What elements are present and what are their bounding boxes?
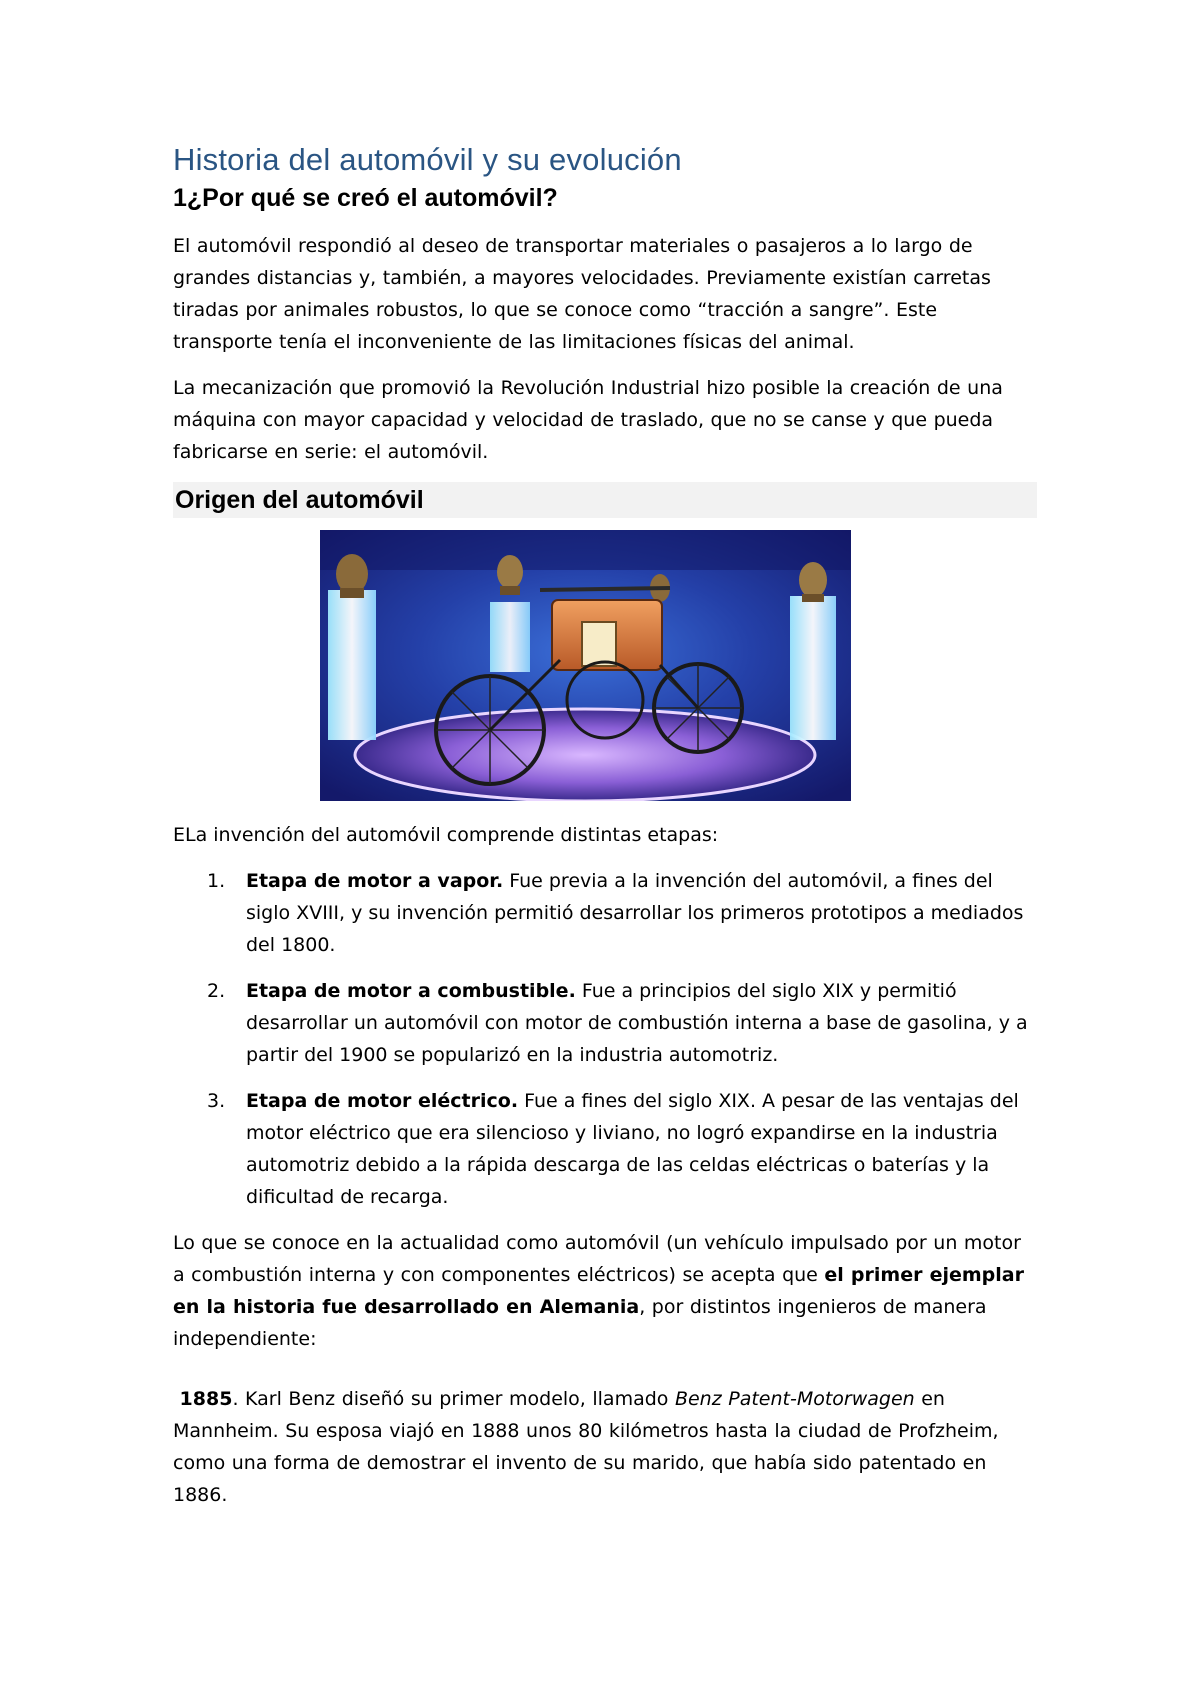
paragraph-1885-benz bbox=[173, 1383, 1037, 1511]
stage-title: Etapa de motor a vapor. bbox=[246, 870, 504, 892]
document-title: Historia del automóvil y su evolución bbox=[173, 142, 682, 177]
benz-car-photo bbox=[320, 530, 851, 801]
paragraph-text: Lo que se conoce en la actualidad como automóvil (un vehículo impulsado por un motor a combustión interna y con componentes eléctricos) se acepta que bbox=[173, 1232, 1021, 1286]
stage-title: Etapa de motor a combustible. bbox=[246, 980, 576, 1002]
document-body bbox=[173, 140, 1037, 1525]
paragraph-emphasis: el primer ejemplar en la historia fue desarrollado en Alemania bbox=[173, 1264, 1024, 1318]
question-subtitle: 1¿Por qué se creó el automóvil? bbox=[173, 184, 558, 212]
list-item bbox=[173, 1085, 1037, 1213]
stage-title: Etapa de motor eléctrico. bbox=[246, 1090, 519, 1112]
section-heading-origin: Origen del automóvil bbox=[173, 482, 1037, 518]
paragraph-text: en Mannheim. Su esposa viajó en 1888 unos 80 kilómetros hasta la ciudad de Profzheim, como una forma de demostrar el invento de su marido, que había sido patentado en 1886. bbox=[173, 1388, 999, 1506]
stage-text: Fue a fines del siglo XIX. A pesar de las ventajas del motor eléctrico que era silencioso y liviano, no logró expandirse en la industria automotriz debido a la rápida descarga de las celdas eléctricas o baterías y la dificultad de recarga. bbox=[246, 1090, 1019, 1208]
year-label: 1885 bbox=[179, 1388, 233, 1410]
stages-list bbox=[173, 865, 1037, 1213]
paragraph-text: . Karl Benz diseñó su primer modelo, llamado bbox=[232, 1388, 675, 1410]
list-number: 3. bbox=[207, 1090, 226, 1112]
paragraph-text: , por distintos ingenieros de manera independiente: bbox=[173, 1296, 987, 1350]
stage-text: Fue previa a la invención del automóvil, a fines del siglo XVIII, y su invención permitió desarrollar los primeros prototipos a mediados del 1800. bbox=[246, 870, 1024, 956]
list-number: 2. bbox=[207, 980, 226, 1002]
stages-intro: ELa invención del automóvil comprende distintas etapas: bbox=[173, 824, 719, 846]
paragraph-industrial-revolution: La mecanización que promovió la Revolución Industrial hizo posible la creación de una máquina con mayor capacidad y velocidad de traslado, que no se canse y que pueda fabricarse en serie: el automóvil. bbox=[173, 377, 1003, 463]
stage-text: Fue a principios del siglo XIX y permitió desarrollar un automóvil con motor de combustión interna a base de gasolina, y a partir del 1900 se popularizó en la industria automotriz. bbox=[246, 980, 1028, 1066]
paragraph-first-car-germany bbox=[173, 1227, 1037, 1355]
list-number: 1. bbox=[207, 870, 226, 892]
list-item bbox=[173, 865, 1037, 961]
list-item bbox=[173, 975, 1037, 1071]
car-model-name: Benz Patent-Motorwagen bbox=[674, 1388, 915, 1410]
paragraph-why-created: El automóvil respondió al deseo de transportar materiales o pasajeros a lo largo de grandes distancias y, también, a mayores velocidades. Previamente existían carretas tiradas por animales robustos, lo que se conoce como “tracción a sangre”. Este transporte tenía el inconveniente de las limitaciones físicas del animal. bbox=[173, 235, 991, 353]
